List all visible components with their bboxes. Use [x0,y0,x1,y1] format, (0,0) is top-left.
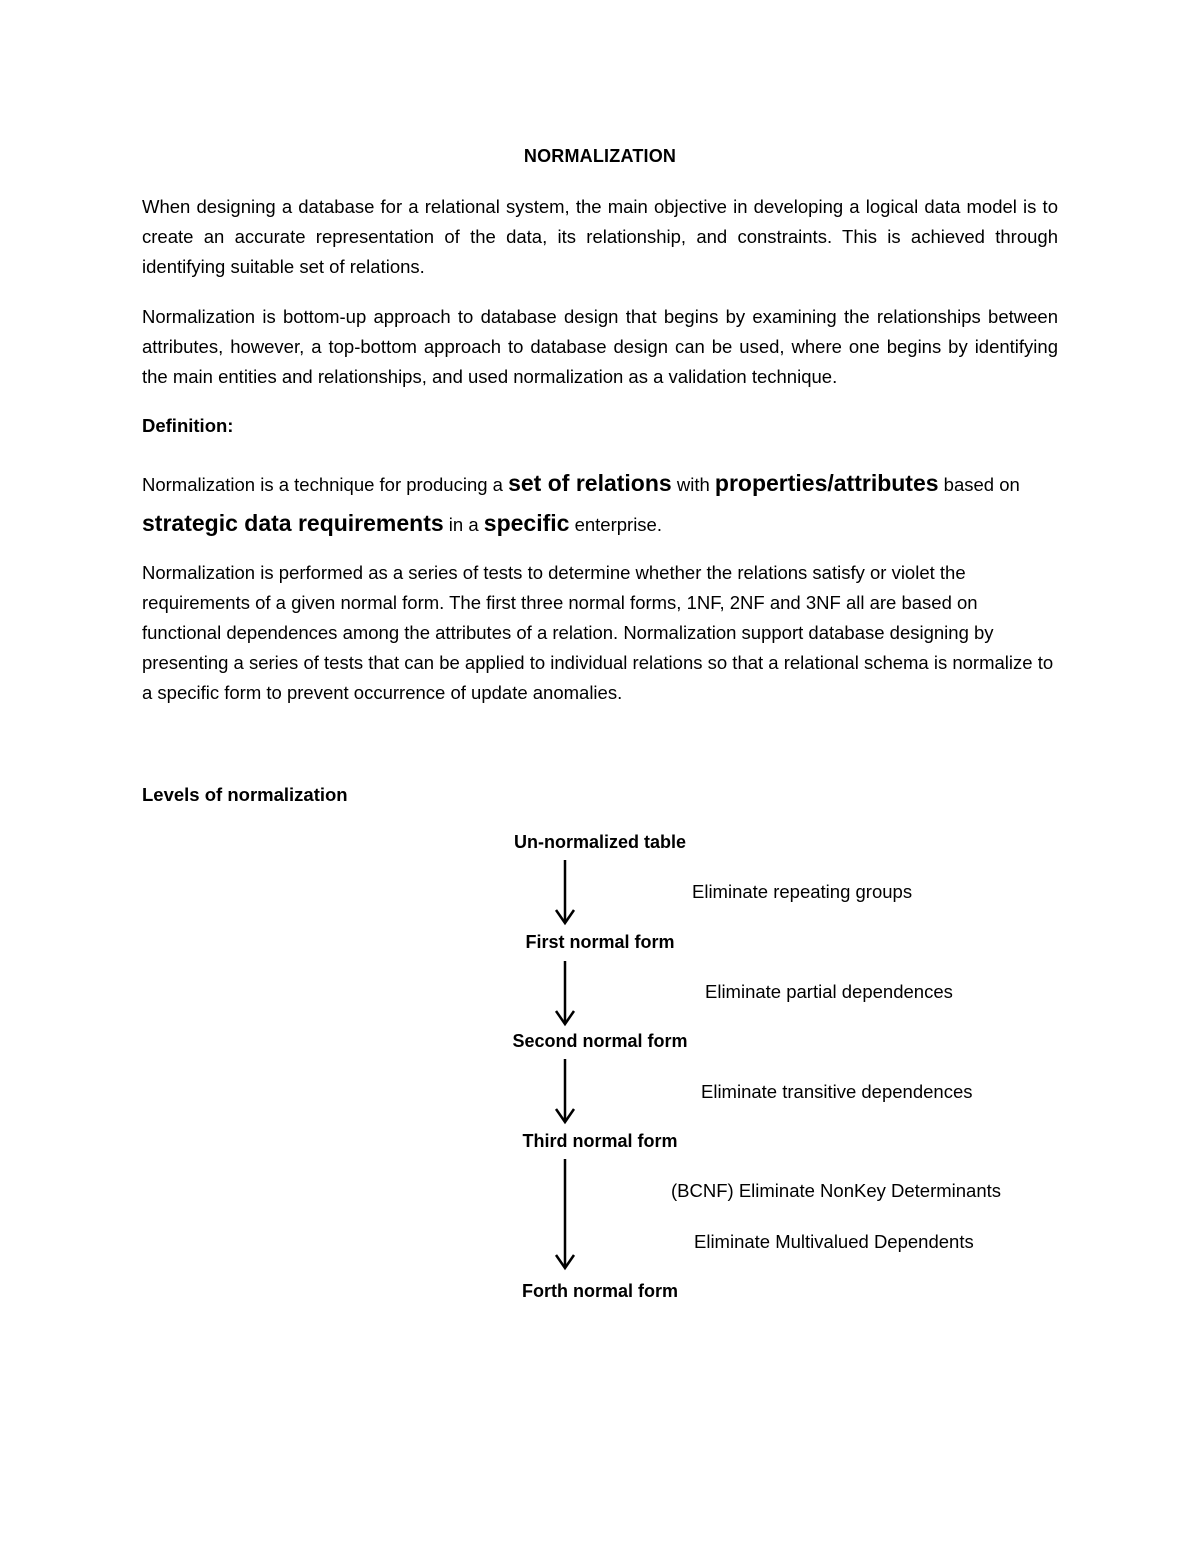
definition-emphasis-properties: properties/attributes [714,470,939,496]
level-second-normal-form: Second normal form [512,1031,688,1051]
definition-text-1: Normalization is a technique for producing a [142,474,509,495]
level-unnormalized: Un-normalized table [513,832,687,852]
step-eliminate-repeating-groups: Eliminate repeating groups [692,881,913,902]
level-first-normal-form: First normal form [525,932,675,952]
arrow-down-icon [550,1159,580,1269]
step-eliminate-multivalued-dependents: Eliminate Multivalued Dependents [694,1231,974,1252]
levels-heading: Levels of normalization [142,784,348,805]
process-paragraph: Normalization is performed as a series of tests to determine whether the relations satisfy or violet the requirements of a given normal form. The first three normal forms, 1NF, 2NF and 3NF all are based on functional dependences among the attributes of a relation. Normalization support database designing by presenting a series of tests that can be applied to individual relations so that a relational schema is normalize to a specific form to prevent occurrence of update anomalies. [142,562,1054,703]
level-third-normal-form: Third normal form [522,1131,678,1151]
step-eliminate-transitive-dependences: Eliminate transitive dependences [701,1081,973,1102]
arrow-down-icon [550,1059,580,1127]
definition-text-4: in a [443,514,484,535]
step-eliminate-partial-dependences: Eliminate partial dependences [705,981,953,1002]
definition-text-2: with [671,474,715,495]
step-bcnf-eliminate-nonkey-determinants: (BCNF) Eliminate NonKey Determinants [671,1180,1002,1201]
page-title: NORMALIZATION [523,146,677,166]
definition-emphasis-set-of-relations: set of relations [508,470,672,496]
arrow-down-icon [550,860,580,928]
definition-emphasis-specific: specific [483,510,570,536]
definition-text-3: based on [938,474,1020,495]
approach-paragraph: Normalization is bottom-up approach to database design that begins by examining the relationships between attributes, however, a top-bottom approach to database design can be used, where one begins by identifying the main entities and relationships, and used normalization as a validation technique. [142,306,1058,387]
level-fourth-normal-form: Forth normal form [522,1281,678,1301]
arrow-down-icon [550,961,580,1029]
definition-text-5: enterprise. [569,514,662,535]
definition-heading: Definition: [142,415,234,436]
definition-paragraph [142,464,1058,544]
definition-emphasis-strategic: strategic data requirements [142,510,444,536]
intro-paragraph: When designing a database for a relational system, the main objective in developing a logical data model is to create an accurate representation of the data, its relationship, and constraints. This is achieved through identifying suitable set of relations. [142,196,1058,277]
